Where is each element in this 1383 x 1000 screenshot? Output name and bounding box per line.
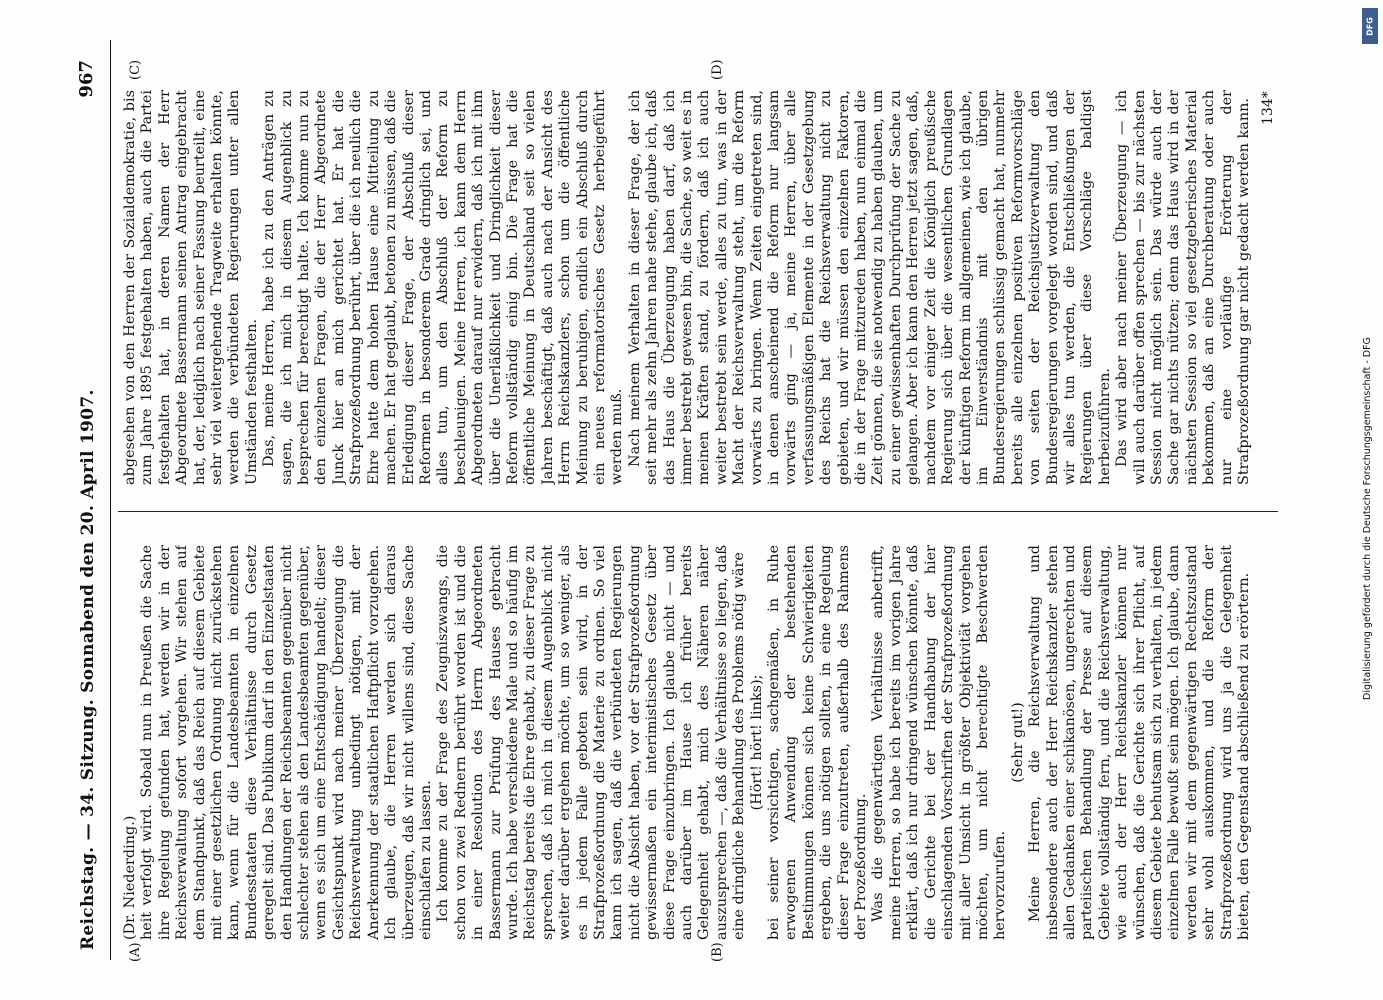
running-title: Reichstag. — 34. Sitzung. Sonnabend den 20. April 1907. (78, 389, 98, 950)
left-column (122, 545, 1252, 940)
paragraph: Das wird aber nach meiner Überzeugung — ich will auch darüber offen sprechen — bis zur nächsten Session nicht möglich sein. Das würde auch der Sache gar nichts nützen; denn das Haus wird in der nächsten Session so viel gesetzgeberisches Material bekommen, daß an eine Durchberatung oder auch nur eine vorläufige Erörterung der Strafprozeßordnung gar nicht gedacht werden kann. (1114, 90, 1252, 485)
interjection: (Hört! hört! links); (748, 674, 765, 811)
margin-mark-a: (A) (128, 942, 143, 962)
page-number: 967 (76, 60, 97, 98)
speaker-name: (Dr. Niederding.) (122, 815, 138, 940)
paragraph: Meine Herren, die Reichsverwaltung und insbesondere auch der Herr Reichskanzler stehen allen Gedanken einer schikanösen, ungerechten und parteiischen Behandlung der Presse auf diesem Gebiete vollständig fern, und die Reichsverwaltung, wie auch der Herr Reichskanzler können nur wünschen, daß die Gerichte sich ihrer Pflicht, auf diesem Gebiete behutsam sich zu verhalten, in jedem einzelnen Falle bewußt sein mögen. Ich glaube, dann werden wir mit dem gegenwärtigen Rechtszustand sehr wohl auskommen, und die Reform der Strafprozeßordnung wird uns ja die Gelegenheit bieten, den Gegenstand abschließend zu erörtern. (1027, 545, 1252, 940)
paragraph: abgesehen von den Herren der Sozialdemokratie, bis zum Jahre 1895 festgehalten haben, auch die Partei festgehalten hat, in deren Namen der Herr Abgeordnete Bassermann seinen Antrag eingebracht hat, der, lediglich nach seiner Fassung beurteilt, eine sehr viel weitergehende Tragweite erhalten könnte, werden die verbündeten Regierungen unter allen Umständen festhalten. (122, 90, 260, 485)
paragraph: Nach meinem Verhalten in dieser Frage, der ich seit mehr als zehn Jahren nahe stehe, glaube ich, daß das Haus die Überzeugung haben darf, daß ich immer bestrebt gewesen bin, die Sache, so weit es in meinen Kräften stand, zu fördern, daß ich auch weiter bestrebt sein werde, alles zu tun, was in der Macht der Reichsverwaltung steht, um die Reform vorwärts zu bringen. Wenn Zeiten eingetreten sind, in denen anscheinend die Reform nur langsam vorwärts ging — ja, meine Herren, über alle verfassungsmäßigen Elemente in der Gesetzgebung des Reichs hat die Reichsverwaltung nicht zu gebieten, und wir müssen den einzelnen Faktoren, die in der Frage mitzureden haben, nun einmal die Zeit gönnen, die sie notwendig zu haben glauben, um zu einer gewissenhaften Durchprüfung der Sache zu gelangen. Aber ich kann den Herren jetzt sagen, daß, nachdem vor einiger Zeit die Königlich preußische Regierung sich über die wesentlichen Grundlagen der künftigen Reform im allgemeinen, wie ich glaube, im Einverständnis mit den übrigen Bundesregierungen schlüssig gemacht hat, nunmehr bereits alle einzelnen positiven Reformvorschläge von seiten der Reichsjustizverwaltung den Bundesregierungen vorgelegt worden sind, und daß wir alles tun werden, die Entschließungen der Regierungen über diese Vorschläge baldigst herbeizuführen. (626, 90, 1113, 485)
paragraph: Was die gegenwärtigen Verhältnisse anbetrifft, meine Herren, so habe ich bereits im vorigen Jahre erklärt, daß ich nur dringend wünschen könnte, daß die Gerichte bei der Handhabung der hier einschlagenden Vorschriften der Strafprozeßordnung mit aller Umsicht in größter Objektivität vorgehen möchten, um nicht berechtigte Beschwerden hervorzurufen. (870, 545, 1009, 940)
rotated-content (70, 40, 1310, 960)
signature-mark: 134* (1260, 91, 1276, 125)
margin-mark-b: (B) (710, 942, 725, 962)
paragraph: heit verfolgt wird. Sobald nun in Preußen die Sache ihre Regelung gefunden hat, werden wir in der Reichsverwaltung sofort vorgehen. Wir stehen auf dem Standpunkt, daß das Reich auf diesem Gebiete mit einer gesetzlichen Ordnung nicht zurückstehen kann, wenn für die Landesbeamten in einzelnen Bundesstaaten diese Verhältnisse durch Gesetz geregelt sind. Das Publikum darf in den Einzelstaaten den Handlungen der Reichsbeamten gegenüber nicht schlechter stehen als den Landesbeamten gegenüber, wenn es sich um eine Entschädigung handelt; dieser Gesichtspunkt wird nach meiner Überzeugung die Reichsverwaltung unbedingt nötigen, mit der Anerkennung der staatlichen Haftpflicht vorzugehen. Ich glaube, die Herren werden sich daraus überzeugen, daß wir nicht willens sind, diese Sache einschlafen zu lassen. (139, 545, 434, 940)
column-divider (118, 511, 1278, 512)
page-header (70, 40, 111, 960)
margin-mark-d: (D) (710, 59, 725, 80)
paragraph: Ich komme zu der Frage des Zeugniszwangs, die schon von zwei Rednern berührt worden ist und die in einer Resolution des Herrn Abgeordneten Bassermann zur Prüfung des Hauses gebracht wurde. Ich habe verschiedene Male und so häufig im Reichstag bereits die Ehre gehabt, zu dieser Frage zu sprechen, daß ich mich in diesem Augenblick nicht weiter darüber ergehen möchte, um so weniger, als es in jedem Falle geboten sein wird, in der Strafprozeßordnung die Materie zu ordnen. So viel kann ich sagen, daß die verbündeten Regierungen nicht die Absicht haben, vor der Strafprozeßordnung gewissermaßen ein interimistisches Gesetz über diese Frage einzubringen. Ich glaube nicht — und auch darüber im Hause ich früher bereits Gelegenheit gehabt, mich des Näheren näher auszusprechen —, daß die Verhältnisse so liegen, daß eine dringliche Behandlung des Problems nötig wäre (435, 545, 748, 940)
paragraph: Das, meine Herren, habe ich zu den Anträgen zu sagen, die ich mich in diesem Augenblick zu besprechen für berechtigt halte. Ich komme nun zu den einzelnen Fragen, die der Herr Abgeordnete Junck hier an mich gerichtet hat. Er hat die Strafprozeßordnung berührt, über die ich neulich die Ehre hatte dem hohen Hause eine Mitteilung zu machen. Er hat geglaubt, betonen zu müssen, daß die Erledigung dieser Frage, der Abschluß dieser Reformen in besonderem Grade dringlich sei, und alles tun, um den Abschluß der Reform zu beschleunigen. Meine Herren, ich kann dem Herrn Abgeordneten darauf nur erwidern, daß ich mit ihm über die Unerläßlichkeit und Dringlichkeit dieser Reform vollständig einig bin. Die Frage hat die öffentliche Meinung in Deutschland seit so vielen Jahren beschäftigt, daß auch nach der Ansicht des Herrn Reichskanzlers, schon um die öffentliche Meinung zu beruhigen, endlich ein Abschluß durch ein neues reformatorisches Gesetz herbeigeführt werden muß. (261, 90, 626, 485)
digitization-credit: Digitalisierung gefördert durch die Deutsche Forschungsgemeinschaft - DFG (1362, 337, 1373, 700)
interjection: (Sehr gut!) (1009, 702, 1026, 783)
dfg-logo-text: DFG (1365, 17, 1375, 36)
paragraph: bei seiner vorsichtigen, sachgemäßen, in Ruhe erwogenen Anwendung der bestehenden Bestimmungen können sich keine Schwierigkeiten ergeben, die uns nötigen sollten, in eine Regelung dieser Frage einzutreten, außerhalb des Rahmens der Prozeßordnung. (766, 545, 870, 940)
right-column (122, 90, 1252, 485)
margin-mark-c: (C) (128, 59, 143, 80)
